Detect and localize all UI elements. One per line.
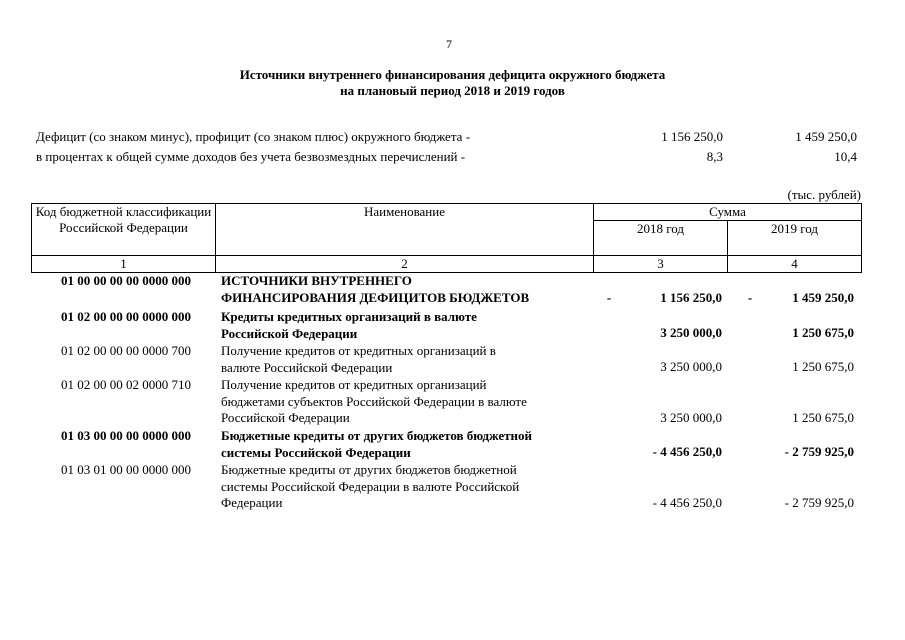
summary-percent-label: в процентах к общей сумме доходов без учета безвозмездных перечислений - [36, 149, 466, 164]
row-code: 01 03 01 00 00 0000 000 [61, 462, 191, 477]
row-name-line: валюте Российской Федерации [221, 359, 393, 375]
row-code: 01 02 00 00 00 0000 000 [61, 309, 191, 324]
row-name [221, 273, 611, 306]
row-value-2018: 3 250 000,0 [660, 410, 722, 425]
page-number: 7 [446, 37, 452, 51]
row-name-line: Бюджетные кредиты от других бюджетов бюджетной [221, 428, 532, 443]
row-code: 01 02 00 00 00 0000 700 [61, 343, 191, 358]
summary-deficit-2019: 1 459 250,0 [795, 129, 857, 144]
row-code: 01 02 00 00 02 0000 710 [61, 377, 191, 392]
row-value-2019: 1 459 250,0 [792, 290, 854, 305]
row-name [221, 309, 611, 342]
summary-percent-2019: 10,4 [834, 149, 857, 164]
table-row [31, 273, 862, 309]
header-2019: 2019 год [728, 221, 862, 256]
row-value-2018: 1 156 250,0 [660, 290, 722, 305]
header-2018: 2018 год [594, 221, 728, 256]
row-name-line: бюджетами субъектов Российской Федерации в валюте [221, 393, 527, 409]
summary-percent-2018: 8,3 [706, 149, 723, 164]
title-line-2: на плановый период 2018 и 2019 годов [340, 83, 565, 98]
table-body [31, 273, 862, 513]
header-num-4: 4 [728, 256, 862, 273]
row-code: 01 00 00 00 00 0000 000 [61, 273, 191, 288]
row-value-2018: - 4 456 250,0 [652, 444, 722, 459]
row-name-line: Федерации [221, 495, 283, 510]
row-value-2018: - 4 456 250,0 [652, 495, 722, 510]
row-name-line: ИСТОЧНИКИ ВНУТРЕННЕГО [221, 273, 412, 288]
row-name-line: системы Российской Федерации в валюте Российской [221, 478, 520, 494]
row-value-2019: - 2 759 925,0 [784, 444, 854, 459]
table-row [31, 462, 862, 513]
table-row [31, 377, 862, 428]
row-code: 01 03 00 00 00 0000 000 [61, 428, 191, 443]
header-name: Наименование [216, 204, 594, 256]
row-name-line: Российской Федерации [221, 410, 350, 425]
document-title [0, 67, 905, 99]
row-name-line: Кредиты кредитных организаций в валюте [221, 309, 477, 324]
header-num-3: 3 [594, 256, 728, 273]
header-num-2: 2 [216, 256, 594, 273]
row-value-2019: 1 250 675,0 [792, 325, 854, 340]
row-name-line: Получение кредитов от кредитных организаций в [221, 343, 496, 358]
row-name [221, 377, 611, 427]
table-row [31, 343, 862, 377]
row-name-line: Российской Федерации [221, 325, 358, 341]
row-name-line: Бюджетные кредиты от других бюджетов бюджетной [221, 462, 517, 477]
row-value-2019: - 2 759 925,0 [784, 495, 854, 510]
row-value-2018: 3 250 000,0 [660, 325, 722, 340]
summary-deficit-label: Дефицит (со знаком минус), профицит (со знаком плюс) окружного бюджета - [36, 129, 471, 144]
table-header [31, 203, 862, 273]
header-code: Код бюджетной классификации Российской Федерации [32, 204, 216, 256]
header-sum: Сумма [594, 204, 862, 221]
row-name [221, 462, 611, 512]
summary-deficit-2018: 1 156 250,0 [661, 129, 723, 144]
row-value-2019: 1 250 675,0 [792, 359, 854, 374]
row-name-line: ФИНАНСИРОВАНИЯ ДЕФИЦИТОВ БЮДЖЕТОВ [221, 289, 530, 305]
row-name [221, 343, 611, 376]
row-sign-2019: - [747, 290, 753, 305]
row-value-2018: 3 250 000,0 [660, 359, 722, 374]
row-sign-2018: - [606, 290, 612, 305]
table-row [31, 309, 862, 343]
title-line-1: Источники внутреннего финансирования дефицита окружного бюджета [239, 67, 666, 82]
row-name-line: Получение кредитов от кредитных организаций [221, 377, 487, 392]
header-num-1: 1 [32, 256, 216, 273]
table-row [31, 428, 862, 462]
row-name-line: системы Российской Федерации [221, 444, 411, 460]
row-name [221, 428, 611, 461]
row-value-2019: 1 250 675,0 [792, 410, 854, 425]
unit-label: (тыс. рублей) [787, 187, 861, 202]
